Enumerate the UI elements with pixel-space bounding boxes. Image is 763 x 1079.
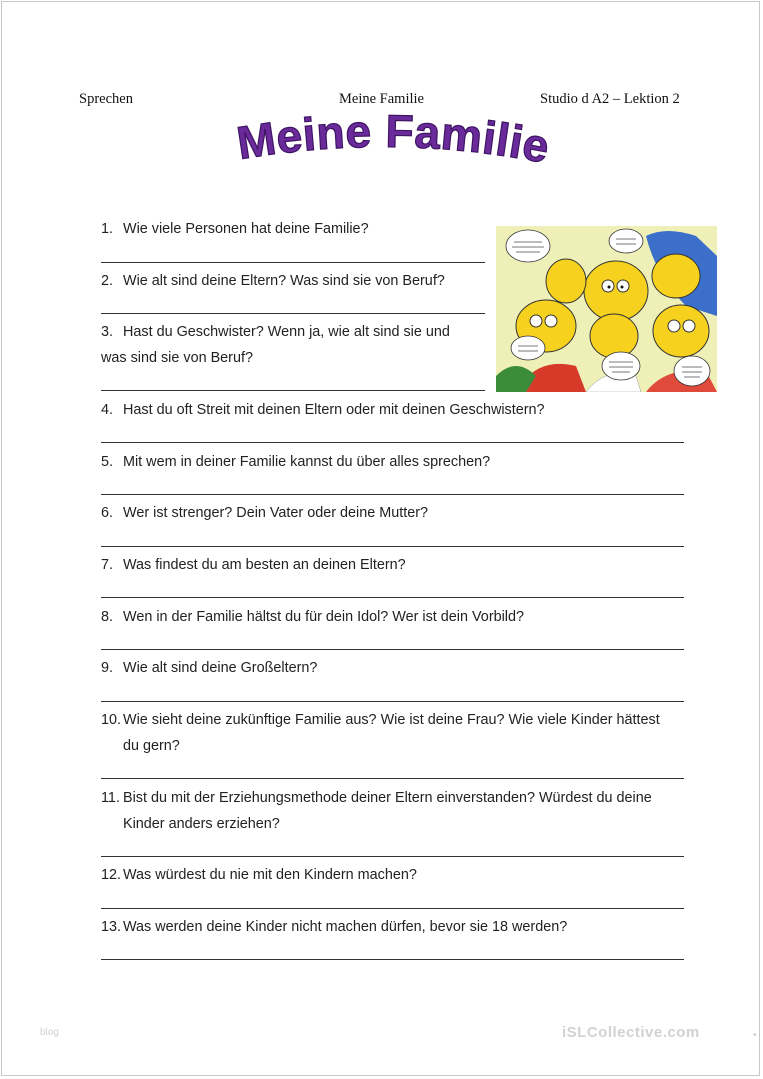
answer-line[interactable] [101, 597, 684, 598]
answer-line[interactable] [101, 390, 485, 391]
question-text: Wie viele Personen hat deine Familie? [123, 221, 369, 237]
question-number: 13. [101, 919, 122, 935]
question-text: du gern? [123, 738, 180, 754]
question-line [101, 552, 406, 578]
question-3 [101, 319, 450, 371]
question-line [101, 397, 545, 423]
question-number: 2. [101, 273, 114, 289]
header-left: Sprechen [79, 91, 133, 107]
question-line [101, 733, 660, 759]
question-line [101, 914, 567, 940]
answer-line[interactable] [101, 494, 684, 495]
question-line [101, 811, 652, 837]
question-text: Bist du mit der Erziehungsmethode deiner Eltern einverstanden? Würdest du deine [123, 790, 652, 806]
question-number: 7. [101, 557, 114, 573]
question-text: Wie sieht deine zukünftige Familie aus? Wie ist deine Frau? Wie viele Kinder hättest [123, 712, 660, 728]
question-number: 3. [101, 324, 114, 340]
answer-line[interactable] [101, 546, 684, 547]
question-text: Wie alt sind deine Eltern? Was sind sie von Beruf? [123, 273, 445, 289]
question-line [101, 268, 445, 294]
question-text: Was würdest du nie mit den Kindern machen? [123, 867, 417, 883]
question-text: Wen in der Familie hältst du für dein Idol? Wer ist dein Vorbild? [123, 609, 525, 625]
question-text: Hast du Geschwister? Wenn ja, wie alt sind sie und [123, 324, 450, 340]
page-title [232, 112, 554, 182]
footer-site-watermark: iSLCollective.com [562, 1024, 700, 1041]
page-title-text: Meine Familie [233, 112, 554, 173]
answer-line[interactable] [101, 262, 485, 263]
question-number: 11. [101, 790, 120, 806]
question-number: 1. [101, 221, 114, 237]
question-12 [101, 862, 417, 888]
question-4 [101, 397, 545, 423]
question-number: 5. [101, 454, 114, 470]
question-13 [101, 914, 567, 940]
question-number: 6. [101, 505, 114, 521]
answer-line[interactable] [101, 701, 684, 702]
question-number: 10. [101, 712, 122, 728]
header-right: Studio d A2 – Lektion 2 [540, 91, 680, 107]
answer-line[interactable] [101, 442, 684, 443]
question-line [101, 345, 450, 371]
question-line [101, 707, 660, 733]
question-9 [101, 655, 317, 681]
question-line [101, 216, 369, 242]
question-7 [101, 552, 406, 578]
footer-dot: • [753, 1030, 757, 1041]
question-line [101, 862, 417, 888]
question-line [101, 655, 317, 681]
answer-line[interactable] [101, 908, 684, 909]
question-text: Wie alt sind deine Großeltern? [123, 660, 318, 676]
question-text: Mit wem in deiner Familie kannst du über alles sprechen? [123, 454, 491, 470]
question-number: 9. [101, 660, 114, 676]
footer-left-watermark: blog [40, 1027, 59, 1038]
question-text: was sind sie von Beruf? [101, 350, 253, 366]
question-text: Kinder anders erziehen? [123, 816, 280, 832]
question-6 [101, 500, 428, 526]
question-text: Hast du oft Streit mit deinen Eltern oder mit deinen Geschwistern? [123, 402, 545, 418]
question-8 [101, 604, 524, 630]
header-center: Meine Familie [339, 91, 424, 107]
question-line [101, 604, 524, 630]
question-line [101, 449, 490, 475]
question-number: 8. [101, 609, 114, 625]
question-line [101, 319, 450, 345]
question-11 [101, 785, 652, 837]
question-line [101, 500, 428, 526]
answer-line[interactable] [101, 778, 684, 779]
question-number: 4. [101, 402, 114, 418]
question-text: Was werden deine Kinder nicht machen dürfen, bevor sie 18 werden? [123, 919, 568, 935]
question-line [101, 785, 652, 811]
answer-line[interactable] [101, 313, 485, 314]
answer-line[interactable] [101, 959, 684, 960]
question-text: Wer ist strenger? Dein Vater oder deine Mutter? [123, 505, 429, 521]
answer-line[interactable] [101, 856, 684, 857]
question-1 [101, 216, 369, 242]
question-number: 12. [101, 867, 122, 883]
answer-line[interactable] [101, 649, 684, 650]
question-text: Was findest du am besten an deinen Eltern? [123, 557, 406, 573]
question-5 [101, 449, 490, 475]
question-10 [101, 707, 660, 759]
simpsons-cartoon-image [496, 226, 717, 392]
question-2 [101, 268, 445, 294]
svg-text:Meine Familie [234, 112, 554, 173]
